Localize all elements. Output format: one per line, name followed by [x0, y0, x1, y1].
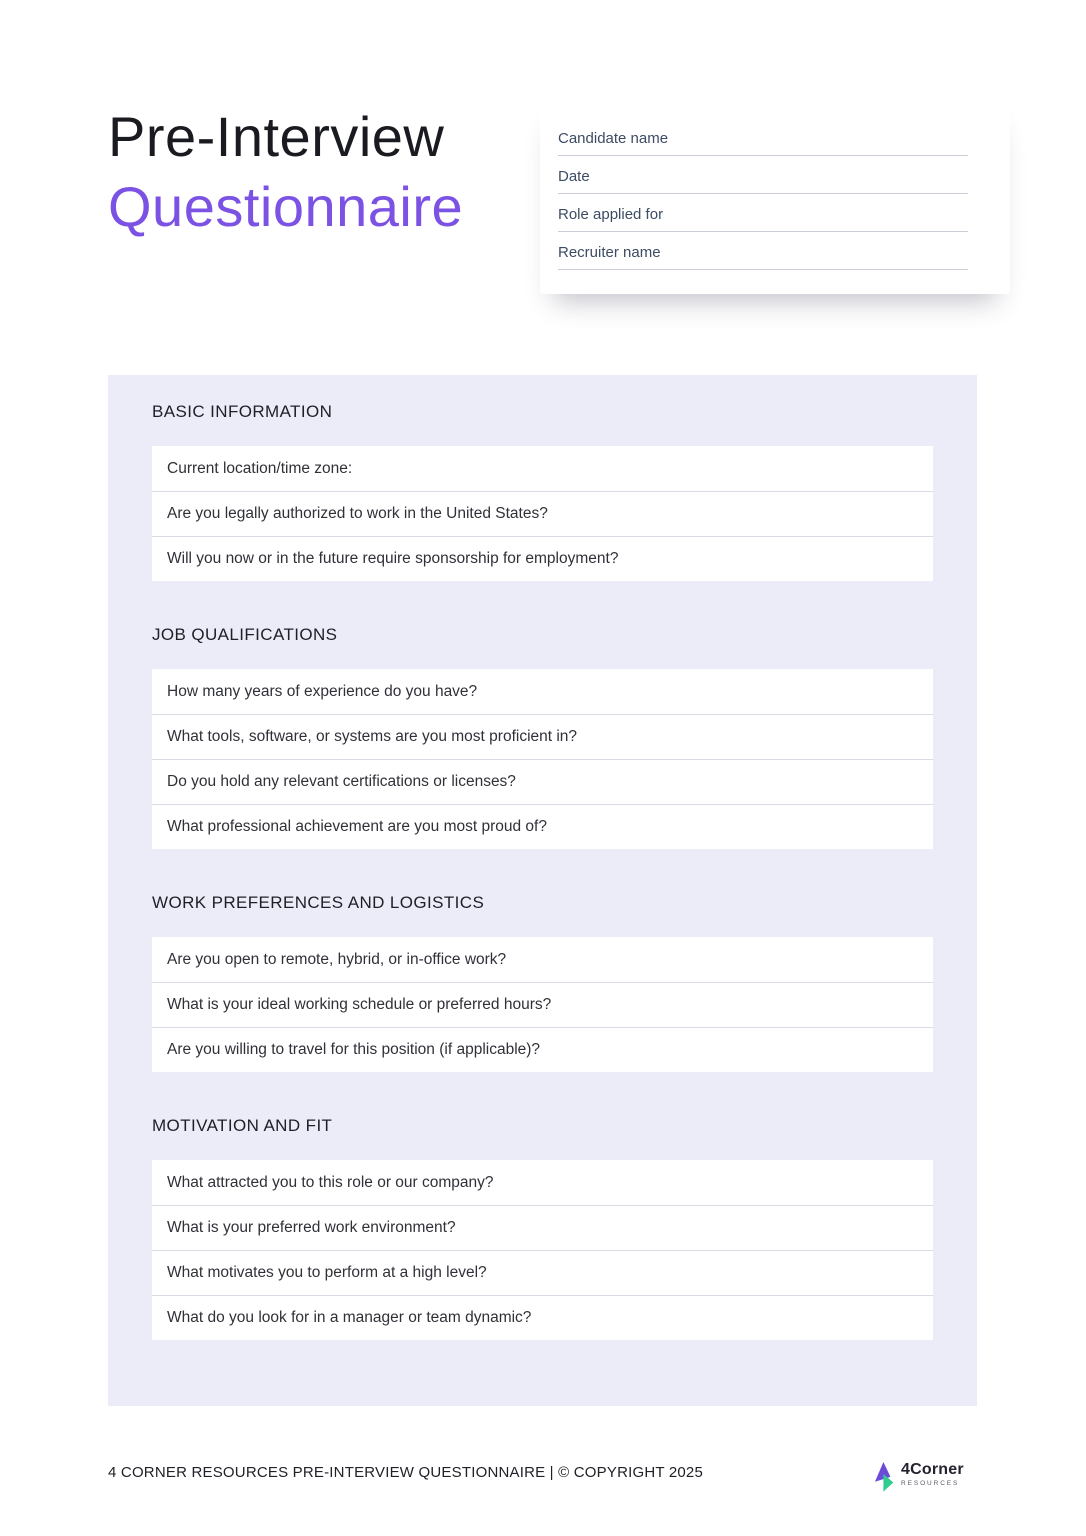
question-text: How many years of experience do you have? — [167, 682, 478, 700]
candidate-field-write-line — [558, 193, 968, 194]
candidate-info-card — [540, 98, 1010, 294]
question-row — [152, 1027, 933, 1072]
question-text: Do you hold any relevant certifications or licenses? — [167, 773, 516, 790]
page-title-line1: Pre-Interview — [108, 105, 445, 168]
question-text: What is your ideal working schedule or preferred hours? — [167, 996, 552, 1013]
candidate-field-write-line — [558, 231, 968, 232]
question-text: Will you now or in the future require sponsorship for employment? — [167, 550, 619, 567]
question-row — [152, 937, 933, 982]
candidate-field-write-line — [558, 155, 968, 156]
question-text: What motivates you to perform at a high level? — [167, 1264, 487, 1281]
question-section — [152, 893, 933, 1072]
question-text: What do you look for in a manager or team dynamic? — [167, 1309, 532, 1326]
candidate-field-label: Role applied for — [558, 206, 664, 223]
question-row — [152, 1205, 933, 1250]
candidate-field — [558, 168, 968, 194]
question-section — [152, 402, 933, 581]
question-rows — [152, 937, 933, 1072]
question-text: What professional achievement are you most proud of? — [167, 818, 547, 835]
question-row — [152, 759, 933, 804]
section-heading: JOB QUALIFICATIONS — [152, 625, 338, 644]
page-title — [108, 103, 463, 240]
question-row — [152, 536, 933, 581]
question-row — [152, 491, 933, 536]
candidate-field-write-line — [558, 269, 968, 270]
question-text: What tools, software, or systems are you most proficient in? — [167, 728, 578, 745]
question-row — [152, 446, 933, 491]
candidate-field — [558, 130, 968, 156]
section-heading: BASIC INFORMATION — [152, 402, 333, 421]
question-row — [152, 1250, 933, 1295]
question-text: Current location/time zone: — [167, 459, 353, 477]
question-section — [152, 625, 933, 849]
page-title-line2: Questionnaire — [108, 175, 464, 238]
question-text: What attracted you to this role or our company? — [167, 1173, 494, 1191]
question-row — [152, 1295, 933, 1340]
question-row — [152, 804, 933, 849]
company-logo-name: 4Corner — [901, 1461, 964, 1478]
question-row — [152, 714, 933, 759]
candidate-field-label: Recruiter name — [558, 244, 661, 261]
question-rows — [152, 446, 933, 581]
company-logo-text — [901, 1461, 964, 1487]
section-heading: WORK PREFERENCES AND LOGISTICS — [152, 893, 485, 912]
question-rows — [152, 669, 933, 849]
question-section — [152, 1116, 933, 1340]
candidate-field-label: Date — [558, 168, 590, 185]
candidate-field-label: Candidate name — [558, 130, 669, 147]
section-heading: MOTIVATION AND FIT — [152, 1116, 333, 1135]
question-rows — [152, 1160, 933, 1340]
question-text: Are you legally authorized to work in the United States? — [167, 505, 548, 522]
question-row — [152, 669, 933, 714]
questionnaire-panel — [108, 375, 977, 1406]
company-logo-subtext: RESOURCES — [901, 1480, 960, 1487]
candidate-field — [558, 206, 968, 232]
candidate-field — [558, 244, 968, 270]
question-text: Are you open to remote, hybrid, or in-office work? — [167, 950, 507, 968]
question-text: Are you willing to travel for this position (if applicable)? — [167, 1041, 541, 1058]
footer-copyright: 4 CORNER RESOURCES PRE-INTERVIEW QUESTIONNAIRE | © COPYRIGHT 2025 — [108, 1464, 704, 1481]
company-logo — [870, 1455, 964, 1493]
question-row — [152, 982, 933, 1027]
4corner-logo-icon — [870, 1455, 894, 1493]
question-text: What is your preferred work environment? — [167, 1219, 456, 1236]
question-row — [152, 1160, 933, 1205]
